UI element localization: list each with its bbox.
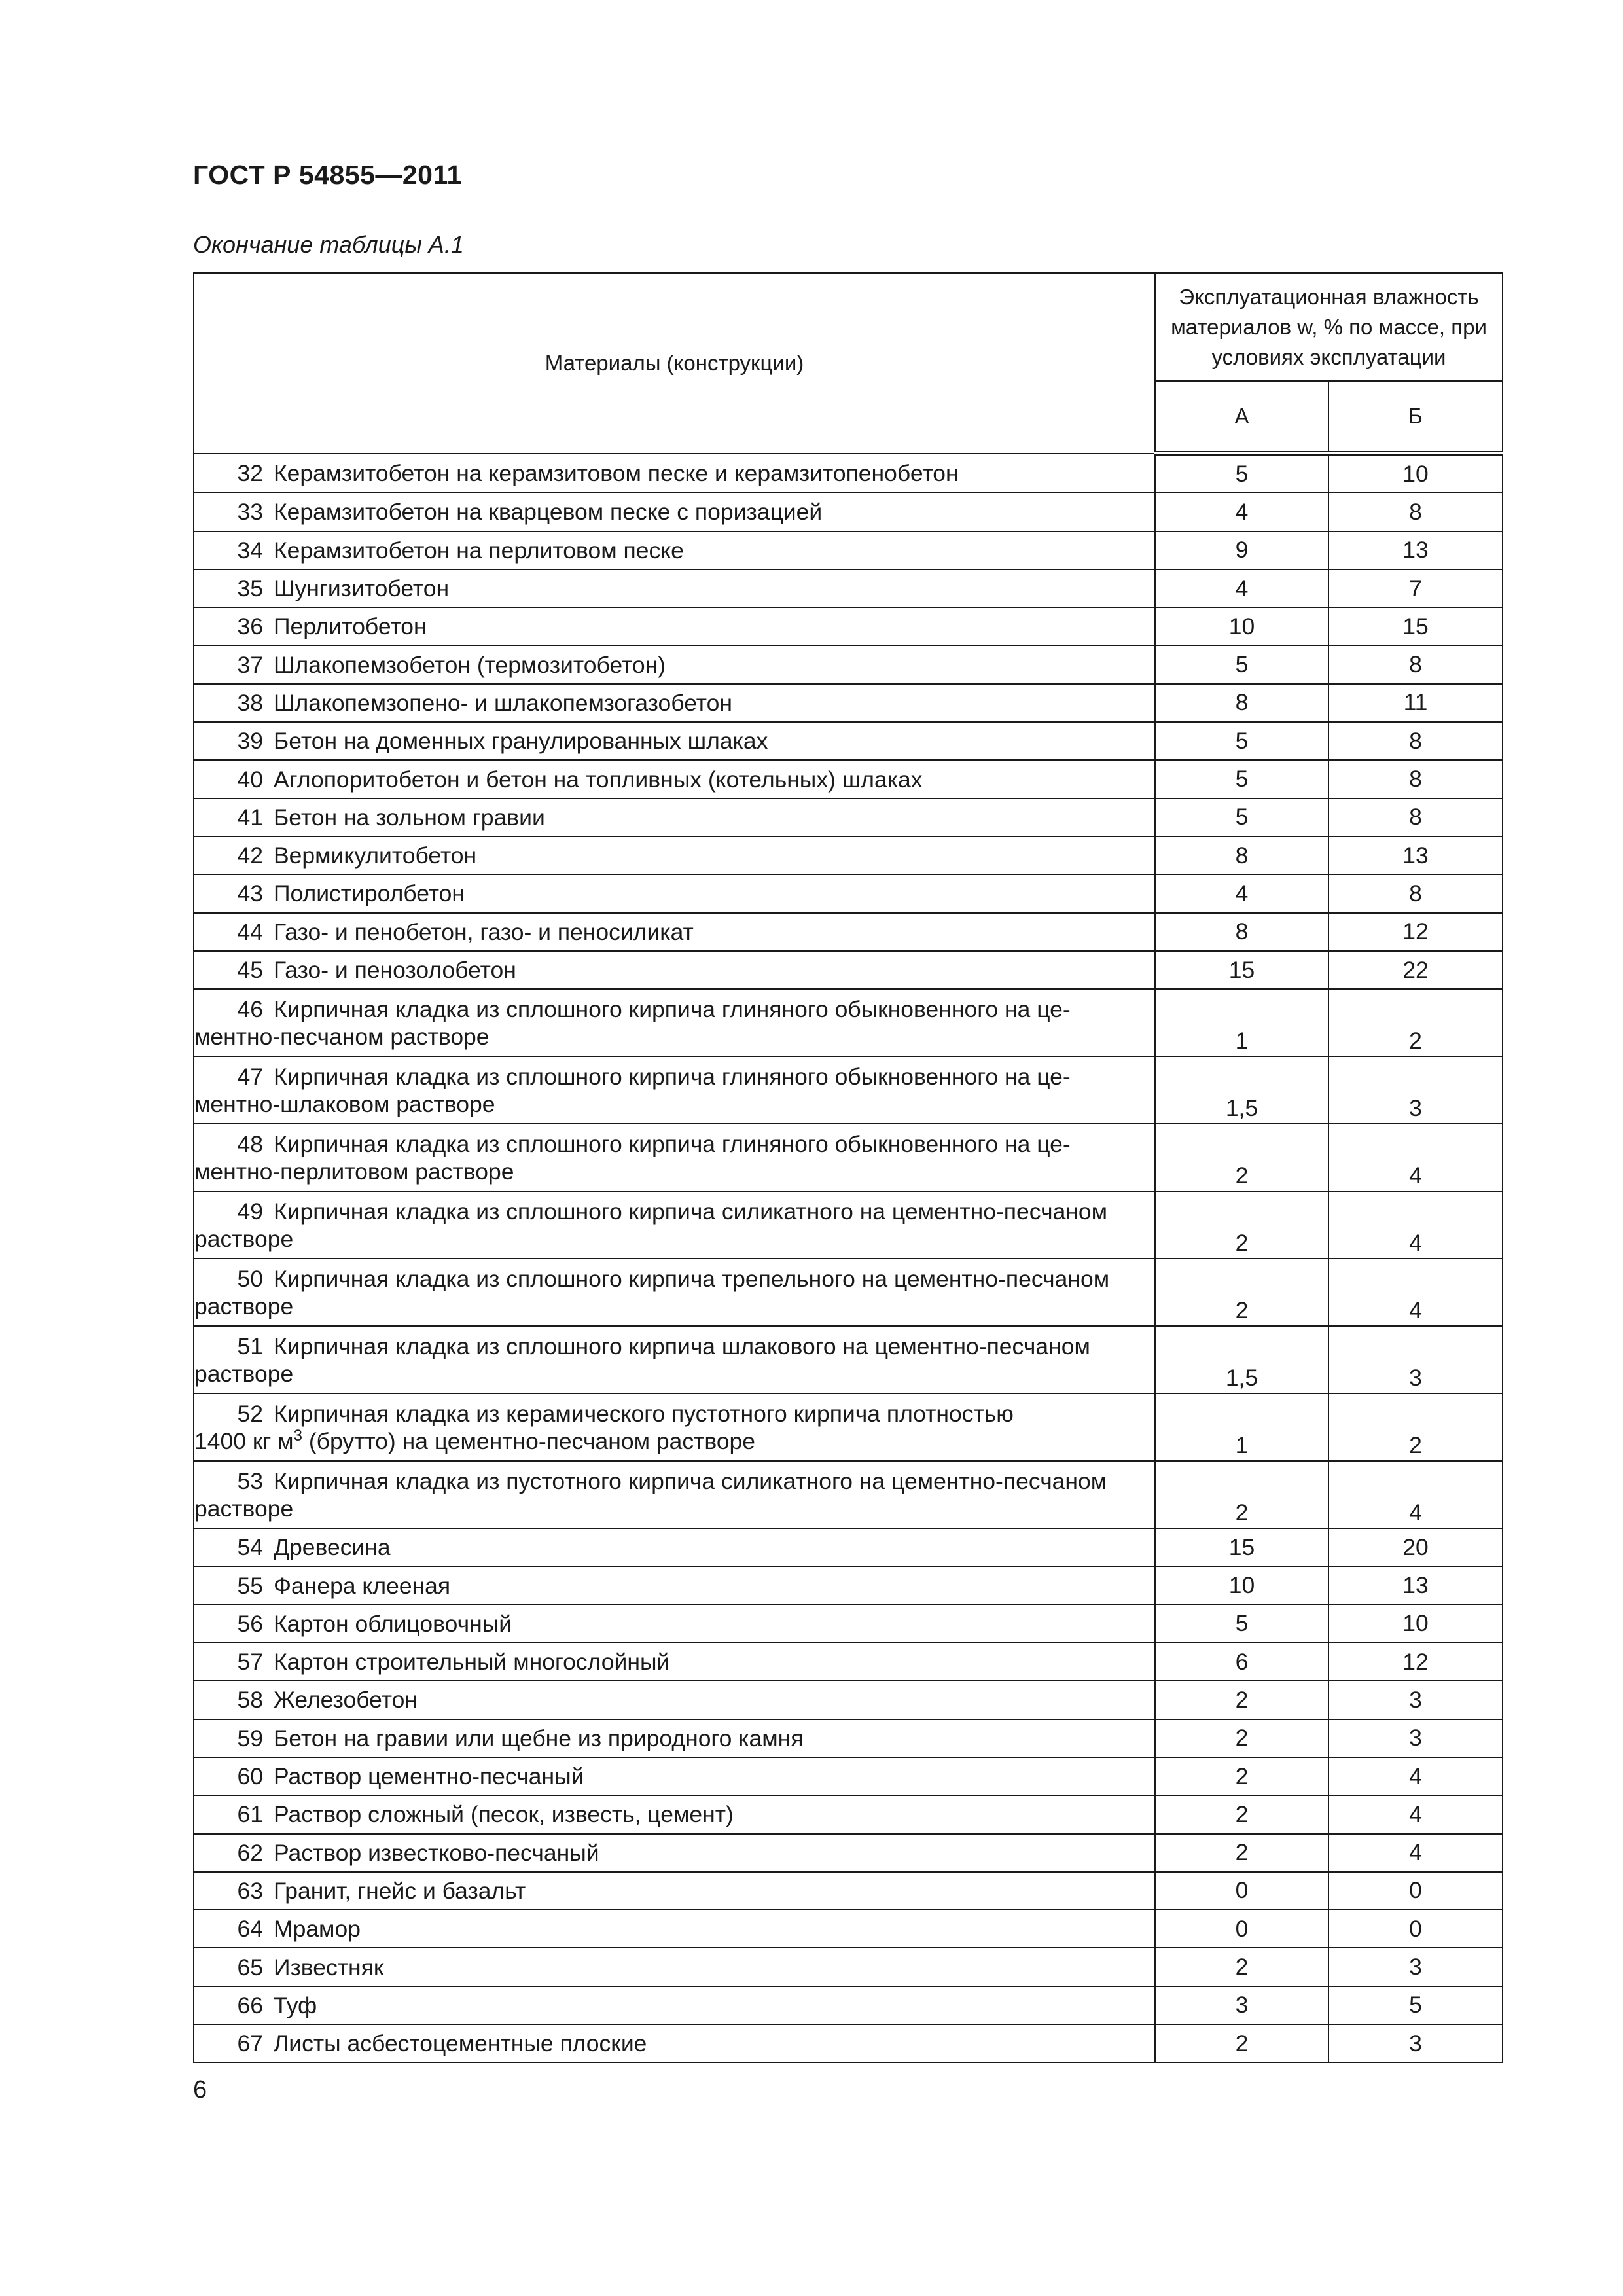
humidity-value-b: 4: [1329, 1259, 1503, 1326]
row-number: 36: [237, 613, 263, 640]
row-number: 39: [237, 728, 263, 755]
material-name-continued: ментно-перлитовом растворе: [194, 1158, 514, 1185]
material-cell: [194, 684, 1155, 722]
material-name: Известняк: [274, 1954, 384, 1981]
humidity-value-b: 3: [1329, 1681, 1503, 1719]
humidity-value-b: 12: [1329, 913, 1503, 951]
material-cell: [194, 989, 1155, 1056]
material-cell: [194, 531, 1155, 569]
humidity-value-a: 15: [1155, 1528, 1329, 1566]
humidity-value-b: 2: [1329, 989, 1503, 1056]
humidity-value-a: 2: [1155, 1259, 1329, 1326]
header-humidity-line3: условиях эксплуатации: [1211, 344, 1446, 369]
humidity-value-b: 7: [1329, 569, 1503, 607]
material-cell: [194, 1757, 1155, 1795]
humidity-value-a: 5: [1155, 760, 1329, 798]
material-name-continued: ментно-песчаном растворе: [194, 1023, 490, 1050]
humidity-value-b: 3: [1329, 1948, 1503, 1986]
material-cell: [194, 1986, 1155, 2024]
table-row: [194, 913, 1503, 951]
table-row: [194, 493, 1503, 531]
humidity-value-a: 2: [1155, 1834, 1329, 1872]
humidity-value-a: 1,5: [1155, 1326, 1329, 1393]
humidity-value-b: 3: [1329, 1056, 1503, 1124]
humidity-value-b: 4: [1329, 1795, 1503, 1833]
humidity-value-b: 4: [1329, 1191, 1503, 1259]
humidity-value-b: 2: [1329, 1393, 1503, 1461]
humidity-value-a: 5: [1155, 1605, 1329, 1643]
table-row: [194, 684, 1503, 722]
material-name-continued: ментно-шлаковом растворе: [194, 1090, 495, 1117]
header-condition-b: Б: [1329, 381, 1503, 454]
material-name: Гранит, гнейс и базальт: [274, 1877, 526, 1904]
humidity-value-b: 5: [1329, 1986, 1503, 2024]
material-cell: [194, 454, 1155, 493]
humidity-value-a: 1: [1155, 1393, 1329, 1461]
material-name-continued: [194, 1428, 755, 1454]
humidity-value-a: 2: [1155, 1757, 1329, 1795]
row-number: 50: [237, 1265, 263, 1292]
row-number: 59: [237, 1725, 263, 1751]
table-row: [194, 798, 1503, 836]
humidity-value-a: 8: [1155, 684, 1329, 722]
material-cell: [194, 1326, 1155, 1393]
material-cell: [194, 1259, 1155, 1326]
table-row: [194, 1986, 1503, 2024]
row-number: 37: [237, 651, 263, 678]
row-number: 44: [237, 918, 263, 945]
humidity-value-b: 8: [1329, 493, 1503, 531]
humidity-value-a: 9: [1155, 531, 1329, 569]
table-row: [194, 1124, 1503, 1191]
table-caption: Окончание таблицы А.1: [193, 231, 464, 258]
material-name: Керамзитобетон на кварцевом песке с поризацией: [274, 499, 823, 526]
material-cell: [194, 645, 1155, 683]
header-condition-a: А: [1155, 381, 1329, 454]
row-number: 33: [237, 499, 263, 526]
humidity-value-a: 2: [1155, 1124, 1329, 1191]
humidity-value-b: 13: [1329, 531, 1503, 569]
material-cell: [194, 2024, 1155, 2062]
table-row: [194, 645, 1503, 683]
table-row: [194, 1191, 1503, 1259]
humidity-value-b: 8: [1329, 798, 1503, 836]
row-number: 42: [237, 842, 263, 869]
row-number: 34: [237, 537, 263, 564]
material-cell: [194, 913, 1155, 951]
material-name: Кирпичная кладка из сплошного кирпича шлакового на цементно-песчаном: [274, 1333, 1090, 1359]
humidity-value-a: 2: [1155, 1948, 1329, 1986]
humidity-value-a: 1: [1155, 989, 1329, 1056]
material-name: Газо- и пенозолобетон: [274, 957, 516, 983]
row-number: 45: [237, 957, 263, 983]
material-cell: [194, 493, 1155, 531]
material-name: Бетон на зольном гравии: [274, 804, 545, 831]
humidity-value-a: 8: [1155, 913, 1329, 951]
humidity-value-a: 0: [1155, 1872, 1329, 1910]
humidity-value-a: 3: [1155, 1986, 1329, 2024]
humidity-value-b: 10: [1329, 1605, 1503, 1643]
humidity-value-a: 4: [1155, 569, 1329, 607]
material-cell: [194, 1056, 1155, 1124]
material-name: Туф: [274, 1992, 317, 2018]
table-row: [194, 531, 1503, 569]
table-row: [194, 1461, 1503, 1528]
material-cell: [194, 1393, 1155, 1461]
material-cell: [194, 1834, 1155, 1872]
table-row: [194, 1259, 1503, 1326]
table-row: [194, 1795, 1503, 1833]
row-number: 38: [237, 689, 263, 716]
humidity-value-a: 2: [1155, 2024, 1329, 2062]
row-number: 55: [237, 1572, 263, 1599]
material-cell: [194, 1681, 1155, 1719]
row-number: 53: [237, 1467, 263, 1494]
table-row: [194, 1681, 1503, 1719]
material-name: Кирпичная кладка из сплошного кирпича силикатного на цементно-песчаном: [274, 1198, 1108, 1225]
row-number: 63: [237, 1877, 263, 1904]
table-row: [194, 1528, 1503, 1566]
material-name: Древесина: [274, 1534, 391, 1561]
humidity-value-a: 10: [1155, 607, 1329, 645]
table-row: [194, 1643, 1503, 1681]
header-materials: Материалы (конструкции): [194, 273, 1155, 454]
material-cell: [194, 874, 1155, 912]
material-name: Кирпичная кладка из сплошного кирпича трепельного на цементно-песчаном: [274, 1265, 1110, 1292]
row-number: 46: [237, 996, 263, 1022]
material-name: Аглопоритобетон и бетон на топливных (котельных) шлаках: [274, 766, 923, 793]
table-row: [194, 454, 1503, 493]
material-name: Вермикулитобетон: [274, 842, 477, 869]
row-number: 35: [237, 575, 263, 602]
material-name: Картон облицовочный: [274, 1610, 512, 1637]
material-name: Шлакопемзобетон (термозитобетон): [274, 651, 666, 678]
humidity-value-a: 1,5: [1155, 1056, 1329, 1124]
humidity-value-b: 13: [1329, 1566, 1503, 1604]
document-code: ГОСТ Р 54855—2011: [193, 160, 462, 190]
humidity-value-b: 22: [1329, 951, 1503, 989]
material-cell: [194, 1948, 1155, 1986]
humidity-value-a: 8: [1155, 836, 1329, 874]
material-name: Керамзитобетон на керамзитовом песке и керамзитопенобетон: [274, 459, 959, 486]
material-name: Газо- и пенобетон, газо- и пеносиликат: [274, 918, 694, 945]
humidity-value-a: 0: [1155, 1910, 1329, 1948]
material-name: Бетон на гравии или щебне из природного камня: [274, 1725, 804, 1751]
material-cell: [194, 1872, 1155, 1910]
row-number: 61: [237, 1801, 263, 1828]
material-name: Мрамор: [274, 1916, 361, 1943]
material-name-part: 1400 кг м: [194, 1427, 294, 1454]
table-row: [194, 874, 1503, 912]
table-row: [194, 607, 1503, 645]
header-humidity: [1155, 273, 1503, 381]
humidity-value-a: 5: [1155, 454, 1329, 493]
humidity-value-a: 2: [1155, 1191, 1329, 1259]
page-number: 6: [193, 2076, 207, 2104]
material-cell: [194, 569, 1155, 607]
material-name: Листы асбестоцементные плоские: [274, 2030, 647, 2057]
unit-superscript: 3: [293, 1426, 302, 1444]
table-row: [194, 989, 1503, 1056]
humidity-value-b: 3: [1329, 2024, 1503, 2062]
row-number: 41: [237, 804, 263, 831]
humidity-value-b: 3: [1329, 1719, 1503, 1757]
material-name: Раствор известково-песчаный: [274, 1839, 599, 1866]
material-name: Кирпичная кладка из сплошного кирпича глиняного обыкновенного на це-: [274, 1130, 1071, 1157]
humidity-value-b: 13: [1329, 836, 1503, 874]
material-name: Шлакопемзопено- и шлакопемзогазобетон: [274, 689, 733, 716]
row-number: 48: [237, 1130, 263, 1157]
material-name: Бетон на доменных гранулированных шлаках: [274, 728, 768, 755]
humidity-value-b: 8: [1329, 645, 1503, 683]
humidity-value-b: 4: [1329, 1834, 1503, 1872]
material-cell: [194, 836, 1155, 874]
table-row: [194, 2024, 1503, 2062]
row-number: 49: [237, 1198, 263, 1225]
humidity-value-a: 5: [1155, 722, 1329, 760]
humidity-value-a: 5: [1155, 798, 1329, 836]
table-row: [194, 1566, 1503, 1604]
material-name: Кирпичная кладка из керамического пустотного кирпича плотностью: [274, 1400, 1014, 1427]
table-row: [194, 951, 1503, 989]
material-name: Кирпичная кладка из сплошного кирпича глиняного обыкновенного на це-: [274, 996, 1071, 1022]
humidity-value-b: 4: [1329, 1124, 1503, 1191]
material-name-continued: растворе: [194, 1225, 294, 1252]
material-cell: [194, 1605, 1155, 1643]
humidity-value-a: 4: [1155, 493, 1329, 531]
humidity-value-a: 2: [1155, 1461, 1329, 1528]
humidity-value-a: 2: [1155, 1719, 1329, 1757]
table-row: [194, 836, 1503, 874]
humidity-value-a: 2: [1155, 1681, 1329, 1719]
material-name: Полистиролбетон: [274, 880, 465, 907]
humidity-value-b: 4: [1329, 1461, 1503, 1528]
material-name: Кирпичная кладка из сплошного кирпича глиняного обыкновенного на це-: [274, 1063, 1071, 1090]
material-cell: [194, 798, 1155, 836]
row-number: 40: [237, 766, 263, 793]
table-row: [194, 1326, 1503, 1393]
row-number: 52: [237, 1400, 263, 1427]
humidity-value-b: 10: [1329, 454, 1503, 493]
humidity-value-b: 8: [1329, 874, 1503, 912]
humidity-value-a: 6: [1155, 1643, 1329, 1681]
humidity-value-a: 15: [1155, 951, 1329, 989]
humidity-value-b: 12: [1329, 1643, 1503, 1681]
material-name: Шунгизитобетон: [274, 575, 450, 602]
humidity-value-b: 15: [1329, 607, 1503, 645]
table-row: [194, 1605, 1503, 1643]
humidity-value-b: 8: [1329, 760, 1503, 798]
row-number: 58: [237, 1687, 263, 1713]
table-row: [194, 760, 1503, 798]
humidity-value-b: 0: [1329, 1910, 1503, 1948]
table-row: [194, 569, 1503, 607]
humidity-value-a: 10: [1155, 1566, 1329, 1604]
humidity-value-a: 4: [1155, 874, 1329, 912]
material-cell: [194, 1719, 1155, 1757]
material-name: Кирпичная кладка из пустотного кирпича силикатного на цементно-песчаном: [274, 1467, 1107, 1494]
material-name: Раствор сложный (песок, известь, цемент): [274, 1801, 734, 1828]
row-number: 66: [237, 1992, 263, 2018]
row-number: 67: [237, 2030, 263, 2057]
table-row: [194, 722, 1503, 760]
material-cell: [194, 1124, 1155, 1191]
material-cell: [194, 1643, 1155, 1681]
material-name-continued: растворе: [194, 1360, 294, 1387]
materials-humidity-table: [193, 272, 1503, 2063]
material-name: Железобетон: [274, 1687, 418, 1713]
material-cell: [194, 1191, 1155, 1259]
material-cell: [194, 722, 1155, 760]
row-number: 65: [237, 1954, 263, 1981]
row-number: 51: [237, 1333, 263, 1359]
humidity-value-b: 4: [1329, 1757, 1503, 1795]
material-cell: [194, 607, 1155, 645]
table-row: [194, 1757, 1503, 1795]
material-name: Раствор цементно-песчаный: [274, 1763, 584, 1790]
row-number: 57: [237, 1649, 263, 1676]
humidity-value-b: 8: [1329, 722, 1503, 760]
material-name-continued: растворе: [194, 1293, 294, 1319]
row-number: 60: [237, 1763, 263, 1790]
row-number: 32: [237, 459, 263, 486]
material-cell: [194, 1795, 1155, 1833]
material-name: Перлитобетон: [274, 613, 427, 640]
material-name: Керамзитобетон на перлитовом песке: [274, 537, 684, 564]
material-name: Фанера клееная: [274, 1572, 451, 1599]
row-number: 47: [237, 1063, 263, 1090]
material-cell: [194, 1461, 1155, 1528]
material-cell: [194, 760, 1155, 798]
table-row: [194, 1393, 1503, 1461]
row-number: 56: [237, 1610, 263, 1637]
table-row: [194, 1834, 1503, 1872]
table-row: [194, 1948, 1503, 1986]
humidity-value-b: 11: [1329, 684, 1503, 722]
humidity-value-b: 3: [1329, 1326, 1503, 1393]
humidity-value-b: 0: [1329, 1872, 1503, 1910]
material-cell: [194, 1528, 1155, 1566]
row-number: 64: [237, 1916, 263, 1943]
material-cell: [194, 951, 1155, 989]
material-name: Картон строительный многослойный: [274, 1649, 670, 1676]
material-name-part: (брутто) на цементно-песчаном растворе: [302, 1427, 756, 1454]
header-humidity-line2: материалов w, % по массе, при: [1171, 314, 1487, 339]
row-number: 54: [237, 1534, 263, 1561]
humidity-value-b: 20: [1329, 1528, 1503, 1566]
table-row: [194, 1719, 1503, 1757]
row-number: 43: [237, 880, 263, 907]
header-humidity-line1: Эксплуатационная влажность: [1179, 284, 1479, 309]
humidity-value-a: 5: [1155, 645, 1329, 683]
row-number: 62: [237, 1839, 263, 1866]
humidity-value-a: 2: [1155, 1795, 1329, 1833]
material-name-continued: растворе: [194, 1495, 294, 1522]
material-cell: [194, 1566, 1155, 1604]
table-row: [194, 1910, 1503, 1948]
table-row: [194, 1872, 1503, 1910]
table-row: [194, 1056, 1503, 1124]
material-cell: [194, 1910, 1155, 1948]
